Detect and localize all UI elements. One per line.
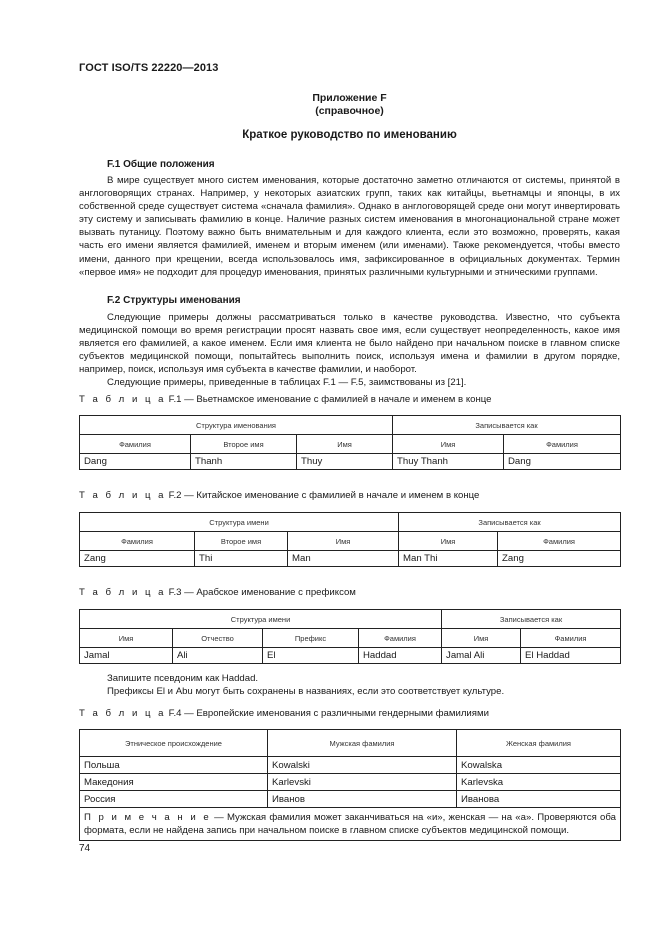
- table-cell: Haddad: [359, 648, 442, 664]
- section-f1-paragraph: В мире существует много систем именования, которые достаточно заметно отличаются от системы, принятой в англоговорящих странах. Например, у некоторых азиатских групп, таких как китайцы, вьетнамцы и японцы, в их собственной среде существует система «сначала фамилия». Однако в англоговорящей среде они могут инвертировать эту систему и записывать фамилию в конце. Наличие разных систем именования в многонациональной стране может вызвать путаницу. Поэтому важно быть внимательным и для каждого клиента, если это возможно, проверять, какая часть его имени является фамилией, именем и вторым именем (или именами). Также рекомендуется, чтобы вместо имени, данного при крещении, всегда использовалось имя, зафиксированное в официальных документах. Термин «первое имя» не подходит для процедур именования, принятых различными культурными и этническими группами.: [79, 175, 620, 278]
- table-f1: [79, 415, 621, 470]
- note-text: — Мужская фамилия может заканчиваться на «и», женская — на «а». Проверяются оба формата, если не найдена запись при начальном поиске в главном списке субъектов медицинской помощи.: [84, 812, 616, 836]
- table-f1-caption-text: F.1 — Вьетнамское именование с фамилией в начале и именем в конце: [168, 394, 492, 405]
- table-row: [80, 551, 621, 567]
- table-cell: Jamal: [80, 648, 173, 664]
- table-row: [80, 791, 621, 808]
- table-f1-group-structure: Структура именования: [80, 416, 393, 435]
- table-cell: Man Thi: [399, 551, 498, 567]
- table-f3: [79, 609, 621, 664]
- table-f1-col-header: Имя: [393, 435, 504, 454]
- table-f4: [79, 729, 621, 841]
- table-f4-caption-text: F.4 — Европейские именования с различными гендерными фамилиями: [168, 708, 489, 719]
- table-cell: Kowalska: [457, 757, 621, 774]
- table-f3-col-header: Имя: [80, 629, 173, 648]
- table-f1-group-recorded: Записывается как: [393, 416, 621, 435]
- table-cell: Dang: [504, 454, 621, 470]
- alias-note: Запишите псевдоним как Haddad.: [107, 673, 259, 684]
- section-f2-heading: F.2 Структуры именования: [107, 295, 241, 306]
- table-label: Т а б л и ц а: [79, 587, 166, 598]
- table-f2-col-header: Второе имя: [195, 532, 288, 551]
- table-f1-col-header: Фамилия: [504, 435, 621, 454]
- page-number: 74: [79, 843, 91, 854]
- table-f4-note: [80, 808, 621, 841]
- table-label: Т а б л и ц а: [79, 490, 166, 501]
- table-cell: Thi: [195, 551, 288, 567]
- table-cell: Zang: [80, 551, 195, 567]
- section-f1-heading: F.1 Общие положения: [107, 159, 215, 170]
- table-cell: Karlevska: [457, 774, 621, 791]
- table-row: [80, 648, 621, 664]
- table-f3-caption-text: F.3 — Арабское именование с префиксом: [168, 587, 356, 598]
- table-f2-group-structure: Структура имени: [80, 513, 399, 532]
- table-cell: Thanh: [191, 454, 297, 470]
- table-f3-col-header: Фамилия: [359, 629, 442, 648]
- table-f3-col-header: Префикс: [263, 629, 359, 648]
- table-f2-col-header: Имя: [399, 532, 498, 551]
- table-f1-col-header: Второе имя: [191, 435, 297, 454]
- table-f3-col-header: Отчество: [173, 629, 263, 648]
- note-label: П р и м е ч а н и е: [84, 812, 211, 823]
- table-row: [80, 757, 621, 774]
- table-cell: Kowalski: [268, 757, 457, 774]
- table-cell: Ali: [173, 648, 263, 664]
- table-f4-col-header: Этническое происхождение: [80, 730, 268, 757]
- table-f2-caption: [79, 490, 479, 501]
- table-cell: El: [263, 648, 359, 664]
- table-f1-col-header: Фамилия: [80, 435, 191, 454]
- annex-title: Приложение F: [312, 92, 387, 104]
- section-f2-body: [79, 311, 620, 390]
- section-f2-paragraph-1: Следующие примеры должны рассматриваться только в качестве руководства. Известно, что субъекта медицинской помощи во время регистрации просят назвать свое имя, если существует неопределенность, какое имя является его фамилией, а какое именем. Если имя клиента не было найдено при начальном поиске в главном списке субъектов медицинской помощи, попытайтесь выполнить поиск, используя имена и фамилии в другом порядке, например, поиск, используя имя субъекта в качестве фамилии, и наоборот.: [79, 312, 620, 376]
- table-cell: Иванов: [268, 791, 457, 808]
- section-f1-body: [79, 174, 620, 279]
- table-cell: Иванова: [457, 791, 621, 808]
- table-cell: Македония: [80, 774, 268, 791]
- table-cell: Польша: [80, 757, 268, 774]
- table-cell: Thuy Thanh: [393, 454, 504, 470]
- table-label: Т а б л и ц а: [79, 394, 166, 405]
- annex-subtitle: (справочное): [315, 105, 384, 117]
- table-f2-group-recorded: Записывается как: [399, 513, 621, 532]
- table-f3-col-header: Имя: [442, 629, 521, 648]
- table-f4-caption: [79, 708, 489, 719]
- table-cell: Jamal Ali: [442, 648, 521, 664]
- table-f2-col-header: Имя: [288, 532, 399, 551]
- table-f1-caption: [79, 394, 491, 405]
- table-row: [80, 774, 621, 791]
- table-f4-col-header: Мужская фамилия: [268, 730, 457, 757]
- table-note-row: [80, 808, 621, 841]
- table-cell: Karlevski: [268, 774, 457, 791]
- standard-header: ГОСТ ISO/TS 22220—2013: [79, 62, 219, 74]
- table-f3-group-recorded: Записывается как: [442, 610, 621, 629]
- table-cell: El Haddad: [521, 648, 621, 664]
- table-f2-col-header: Фамилия: [498, 532, 621, 551]
- table-f4-col-header: Женская фамилия: [457, 730, 621, 757]
- table-f2-col-header: Фамилия: [80, 532, 195, 551]
- table-f3-group-structure: Структура имени: [80, 610, 442, 629]
- table-f1-col-header: Имя: [297, 435, 393, 454]
- prefix-note: Префиксы El и Abu могут быть сохранены в названиях, если это соответствует культуре.: [107, 686, 505, 697]
- table-f3-col-header: Фамилия: [521, 629, 621, 648]
- table-f2-caption-text: F.2 — Китайское именование с фамилией в начале и именем в конце: [168, 490, 480, 501]
- table-cell: Zang: [498, 551, 621, 567]
- table-f3-caption: [79, 587, 356, 598]
- table-row: [80, 454, 621, 470]
- table-f2: [79, 512, 621, 567]
- table-cell: Man: [288, 551, 399, 567]
- table-cell: Thuy: [297, 454, 393, 470]
- table-cell: Россия: [80, 791, 268, 808]
- table-cell: Dang: [80, 454, 191, 470]
- section-f2-paragraph-2: Следующие примеры, приведенные в таблицах F.1 — F.5, заимствованы из [21].: [107, 377, 467, 389]
- guide-title: Краткое руководство по именованию: [242, 129, 457, 141]
- table-label: Т а б л и ц а: [79, 708, 166, 719]
